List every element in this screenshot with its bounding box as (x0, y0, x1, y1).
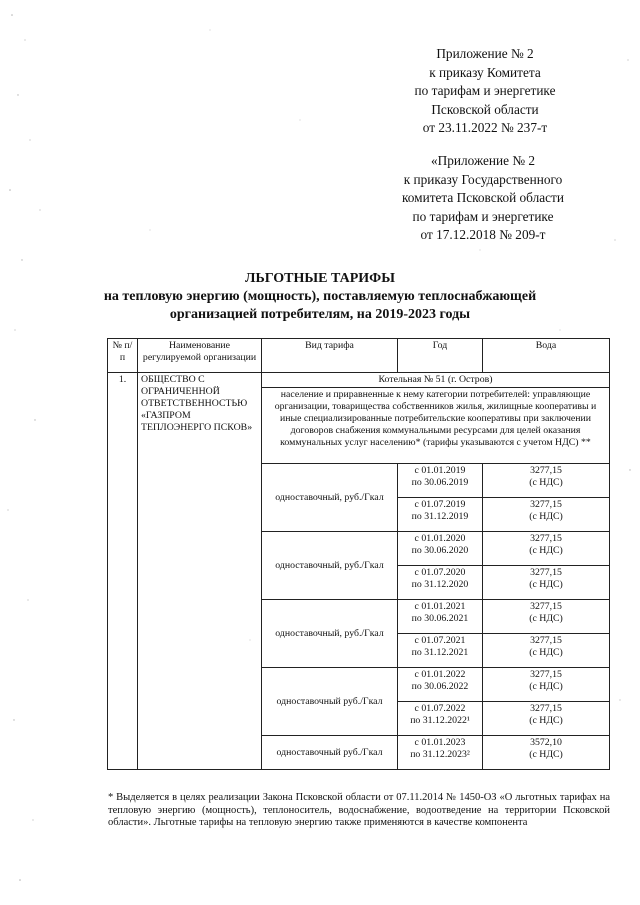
period-cell (398, 566, 483, 600)
consumer-category: население и приравненные к нему категории потребителей: управляющие организации, товарищества собственников жилья, жилищные кооперативы и иные специализированные потребительские кооперативы при заключении договоров снабжения коммунальными ресурсами для целей оказания коммунальных услуг населению* (тарифы указываются с учетом НДС) ** (262, 388, 610, 464)
period-cell (398, 498, 483, 532)
period-from: с 01.07.2021 (414, 635, 466, 646)
tariff-value-cell (483, 532, 610, 566)
header-line: к приказу Государственного (403, 171, 563, 187)
vat-note: (с НДС) (529, 613, 563, 624)
period-to: по 31.12.2019 (411, 511, 469, 522)
period-cell (398, 634, 483, 668)
row-number: 1. (108, 373, 138, 770)
boiler-name: Котельная № 51 (г. Остров) (262, 373, 610, 388)
header-line: к приказу Комитета (429, 64, 541, 80)
original-appendix-header (378, 152, 588, 245)
tariff-value-cell (483, 600, 610, 634)
tariff-value-cell (483, 464, 610, 498)
vat-note: (с НДС) (529, 545, 563, 556)
tariff-value: 3277,15 (530, 635, 562, 646)
tariff-value: 3277,15 (530, 669, 562, 680)
header-line: от 23.11.2022 № 237-т (422, 120, 548, 135)
tariff-value-cell (483, 702, 610, 736)
period-to: по 31.12.2020 (411, 579, 469, 590)
period-to: по 31.12.2021 (411, 647, 469, 658)
tariff-type: одноставочный, руб./Гкал (262, 464, 398, 532)
col-org-header: Наименование регулируемой организации (138, 339, 262, 373)
tariff-table (107, 338, 610, 770)
tariff-value-cell (483, 566, 610, 600)
period-from: с 01.01.2022 (414, 669, 466, 680)
appendix-header (395, 45, 575, 138)
header-line: по тарифам и энергетике (414, 83, 556, 98)
tariff-value-cell (483, 634, 610, 668)
tariff-value: 3277,15 (530, 567, 562, 578)
period-cell (398, 668, 483, 702)
tariff-value: 3277,15 (530, 465, 562, 476)
vat-note: (с НДС) (529, 647, 563, 658)
period-cell (398, 532, 483, 566)
period-cell (398, 702, 483, 736)
document-title (100, 270, 540, 324)
period-to: по 31.12.2023² (410, 749, 470, 760)
period-from: с 01.07.2019 (414, 499, 466, 510)
period-from: с 01.01.2020 (414, 533, 466, 544)
header-line: Псковской области (431, 101, 539, 117)
col-water-header: Вода (483, 339, 610, 373)
tariff-value: 3277,15 (530, 533, 562, 544)
tariff-value-cell (483, 498, 610, 532)
tariff-value: 3572,10 (530, 737, 562, 748)
period-cell (398, 736, 483, 770)
vat-note: (с НДС) (529, 681, 563, 692)
period-from: с 01.01.2023 (414, 737, 466, 748)
col-year-header: Год (398, 339, 483, 373)
period-to: по 30.06.2021 (411, 613, 469, 624)
header-line: от 17.12.2018 № 209-т (420, 227, 546, 242)
header-line: Приложение № 2 (436, 46, 534, 61)
tariff-type: одноставочный руб./Гкал (262, 736, 398, 770)
organization-name: ОБЩЕСТВО С ОГРАНИЧЕННОЙ ОТВЕТСТВЕННОСТЬЮ «ГАЗПРОМ ТЕПЛОЭНЕРГО ПСКОВ» (138, 373, 262, 770)
period-to: по 31.12.2022¹ (410, 715, 470, 726)
vat-note: (с НДС) (529, 511, 563, 522)
footnote: * Выделяется в целях реализации Закона Псковской области от 07.11.2014 № 1450-ОЗ «О льготных тарифах на тепловую энергию (мощность), теплоноситель, водоснабжение, водоотведение на территории Псковской области». Льготные тарифы на тепловую энергию также применяются в качестве компонента (108, 792, 610, 828)
period-cell (398, 464, 483, 498)
period-to: по 30.06.2019 (411, 477, 469, 488)
tariff-value: 3277,15 (530, 703, 562, 714)
tariff-value-cell (483, 668, 610, 702)
tariff-type: одноставочный руб./Гкал (262, 668, 398, 736)
header-line: по тарифам и энергетике (412, 208, 554, 224)
tariff-type: одноставочный, руб./Гкал (262, 600, 398, 668)
header-line: комитета Псковской области (402, 190, 564, 205)
tariff-value: 3277,15 (530, 601, 562, 612)
table-row (108, 373, 610, 388)
period-from: с 01.01.2019 (414, 465, 466, 476)
vat-note: (с НДС) (529, 579, 563, 590)
title-line: на тепловую энергию (мощность), поставляемую теплоснабжающей (103, 289, 537, 304)
tariff-value-cell (483, 736, 610, 770)
period-from: с 01.07.2022 (414, 703, 466, 714)
vat-note: (с НДС) (529, 715, 563, 726)
vat-note: (с НДС) (529, 749, 563, 760)
period-to: по 30.06.2022 (411, 681, 469, 692)
title-line: ЛЬГОТНЫЕ ТАРИФЫ (245, 271, 395, 286)
table-header-row (108, 339, 610, 373)
col-num-header: № п/п (108, 339, 138, 373)
period-from: с 01.01.2021 (414, 601, 466, 612)
vat-note: (с НДС) (529, 477, 563, 488)
title-line: организацией потребителям, на 2019-2023 годы (169, 307, 471, 322)
header-line: «Приложение № 2 (431, 153, 535, 168)
period-from: с 01.07.2020 (414, 567, 466, 578)
period-to: по 30.06.2020 (411, 545, 469, 556)
tariff-type: одноставочный, руб./Гкал (262, 532, 398, 600)
period-cell (398, 600, 483, 634)
col-type-header: Вид тарифа (262, 339, 398, 373)
tariff-value: 3277,15 (530, 499, 562, 510)
